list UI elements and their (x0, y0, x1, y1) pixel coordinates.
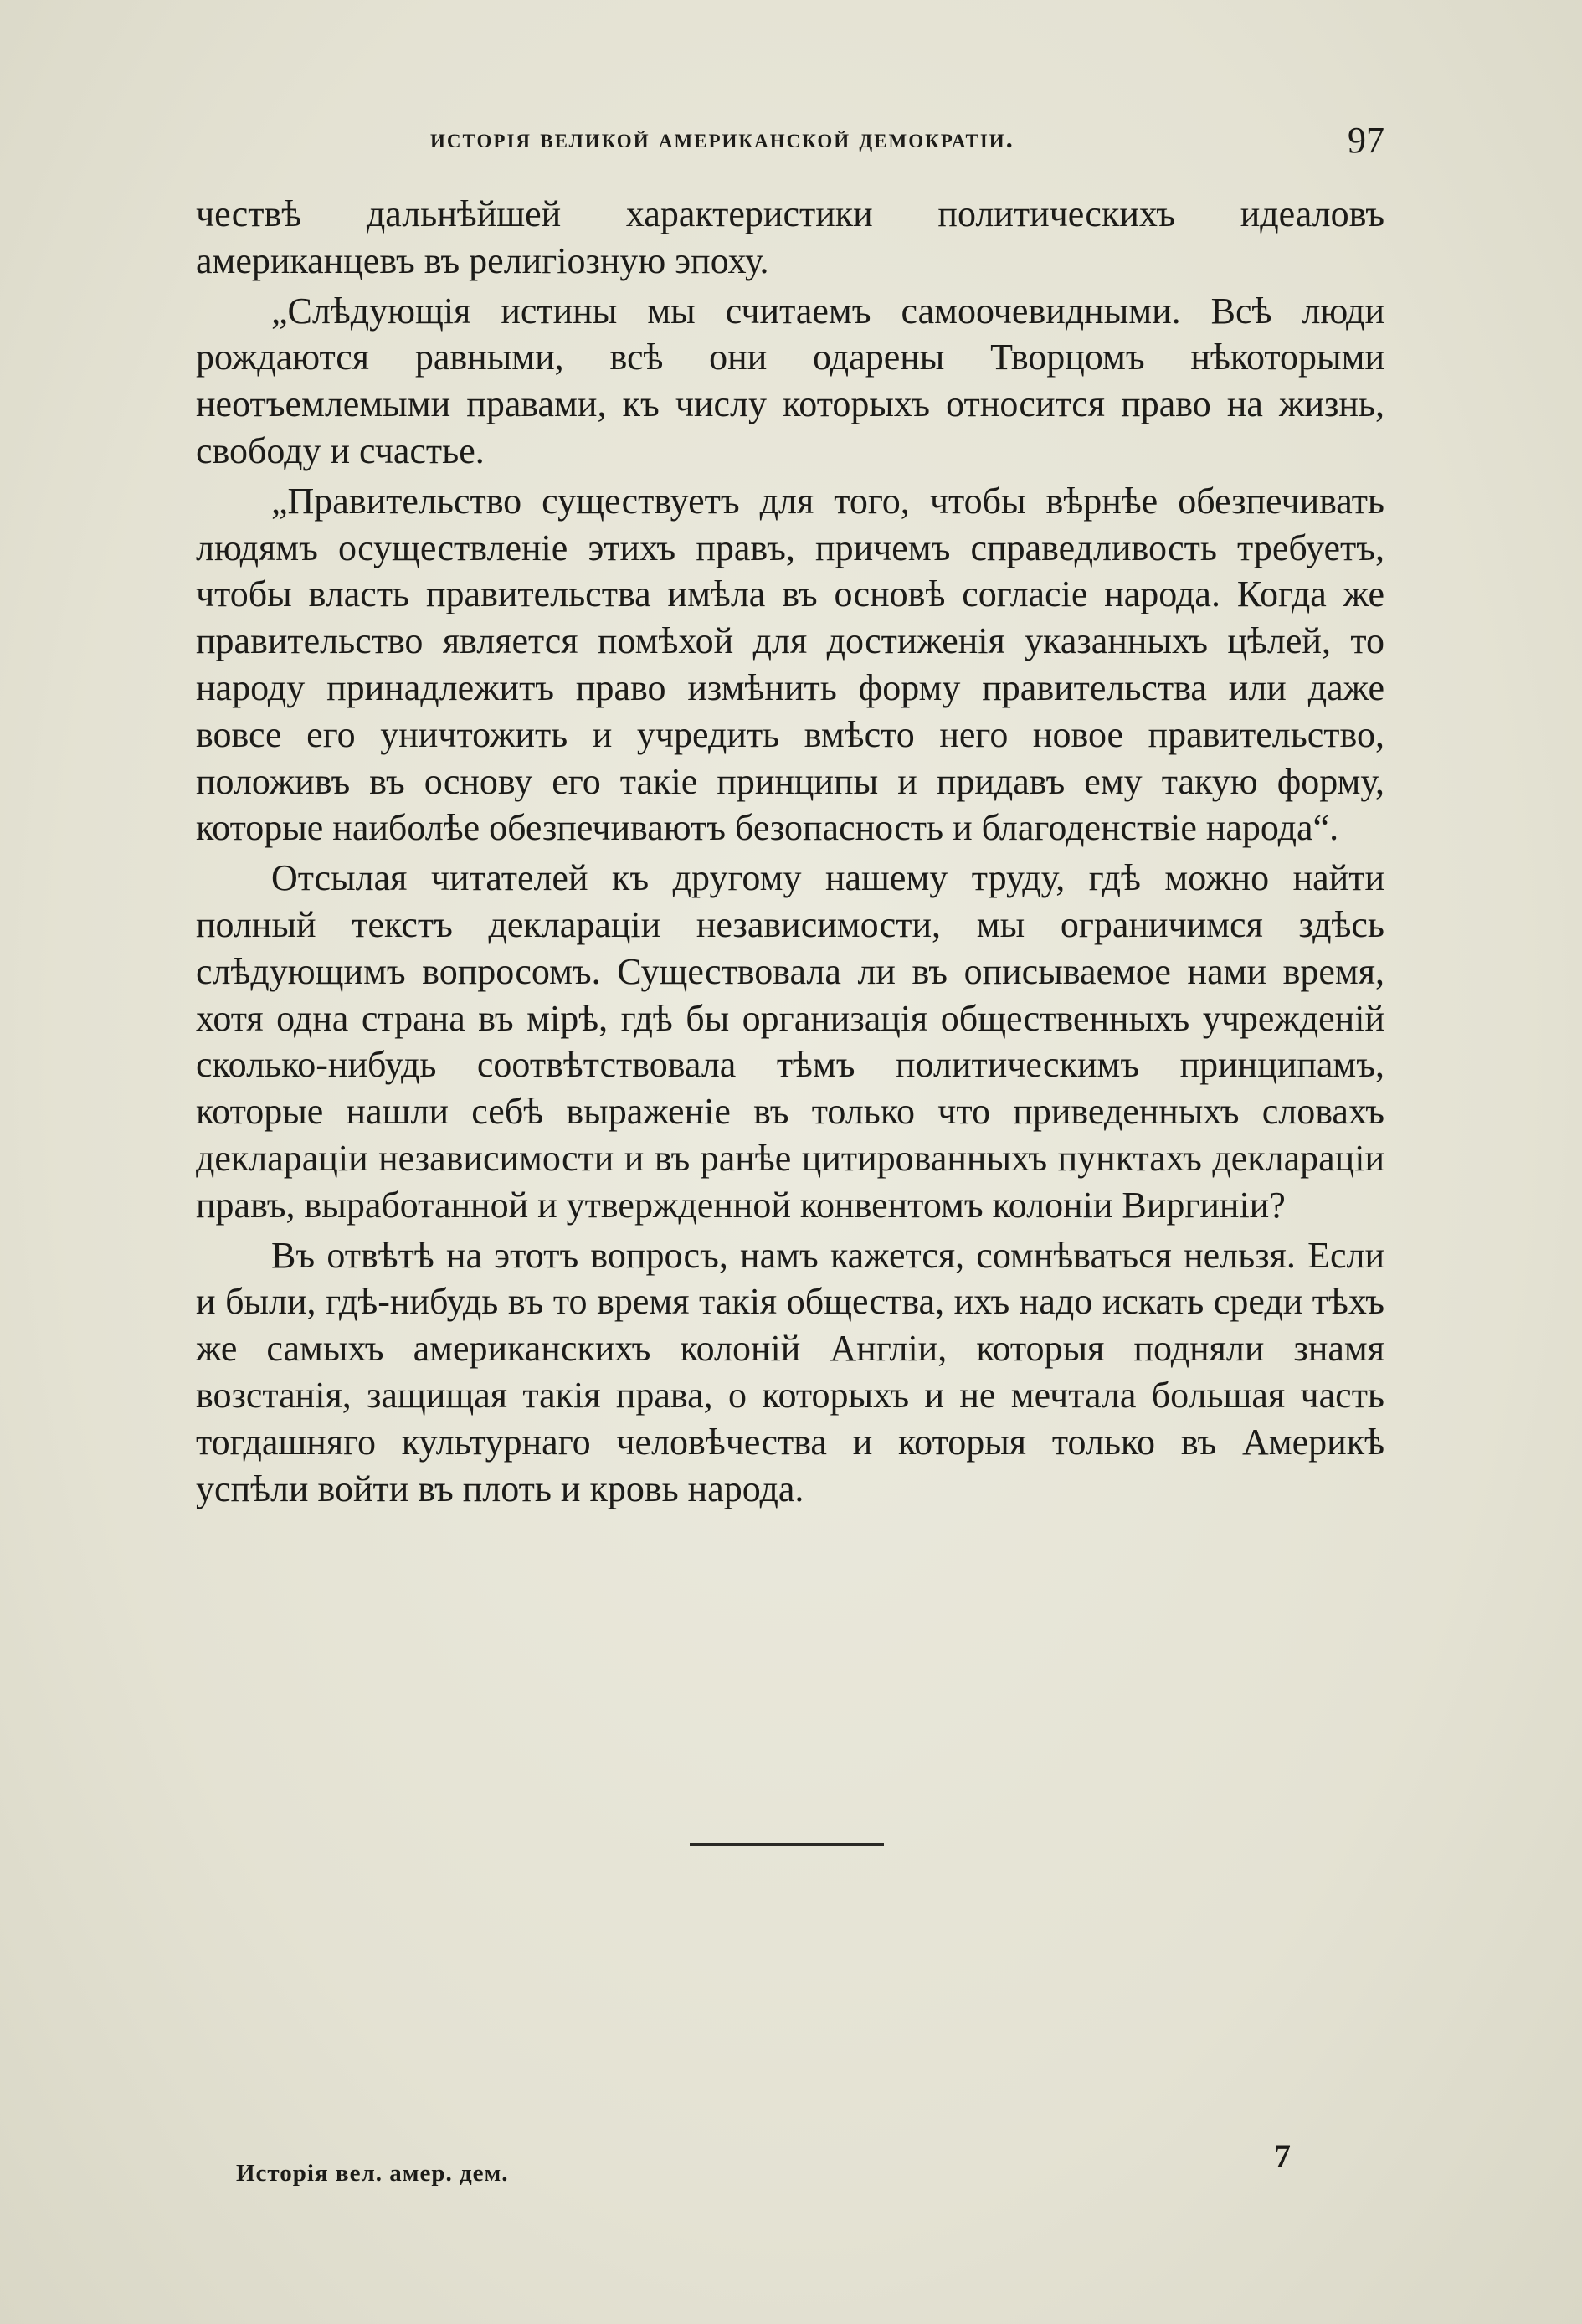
paragraph-quote-2: „Правительство существуетъ для того, чтобы вѣрнѣе обезпечивать людямъ осуществленіе этихъ правъ, причемъ справедливость требуетъ, чтобы власть правительства имѣла въ основѣ согласіе народа. Когда же правительство является помѣхой для достиженія указанныхъ цѣлей, то народу принадлежитъ право измѣнить форму правительства или даже вовсе его уничтожить и учредить вмѣсто него новое правительство, положивъ въ основу его такіе принципы и придавъ ему такую форму, которые наиболѣе обезпечиваютъ безопасность и благоденствіе народа“. (196, 480, 1384, 849)
running-title: исторія великой американской демократіи. (430, 124, 1014, 154)
signature-title: Исторія вел. амер. дем. (236, 2160, 509, 2187)
paragraph-answer: Въ отвѣтѣ на этотъ вопросъ, намъ кажется, сомнѣваться нельзя. Если и были, гдѣ-нибудь въ то время такія общества, ихъ надо искать среди тѣхъ же самыхъ американскихъ колоній Англіи, которыя подняли знамя возстанія, защищая такія права, о которыхъ и не мечтала большая часть тогдашняго культурнаго человѣчества и которыя только въ Америкѣ успѣли войти въ плоть и кровь народа. (196, 1234, 1384, 1509)
end-rule (690, 1843, 884, 1846)
body-text (196, 191, 1384, 1515)
page-number: 97 (1348, 120, 1384, 161)
paragraph-continuation: чествѣ дальнѣйшей характеристики политическихъ идеаловъ американцевъ въ религіозную эпоху. (196, 193, 1384, 281)
signature-mark: 7 (1274, 2137, 1291, 2175)
paragraph-quote-1: „Слѣдующія истины мы считаемъ самоочевидными. Всѣ люди рождаются равными, всѣ они одарены Творцомъ нѣкоторыми неотъемлемыми правами, къ числу которыхъ относится право на жизнь, свободу и счастье. (196, 290, 1384, 471)
running-head (196, 120, 1384, 174)
paragraph-question: Отсылая читателей къ другому нашему труду, гдѣ можно найти полный текстъ деклараціи независимости, мы ограничимся здѣсь слѣдующимъ вопросомъ. Существовала ли въ описываемое нами время, хотя одна страна въ мірѣ, гдѣ бы организація общественныхъ учрежденій сколько-нибудь соотвѣтствовала тѣмъ политическимъ принципамъ, которые нашли себѣ выраженіе въ только что приведенныхъ словахъ деклараціи независимости и въ ранѣе цитированныхъ пунктахъ деклараціи правъ, выработанной и утвержденной конвентомъ колоніи Виргиніи? (196, 857, 1384, 1226)
